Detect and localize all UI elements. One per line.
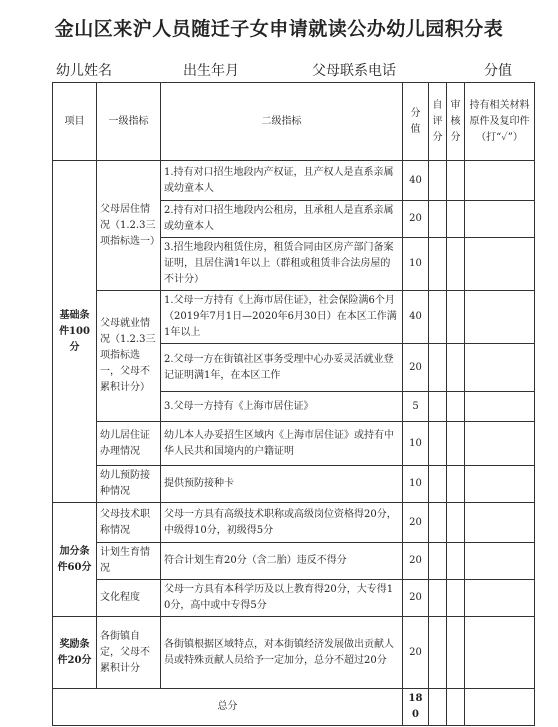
self-score-cell[interactable]	[429, 161, 447, 201]
header-item: 项目	[53, 83, 97, 161]
level1-indicator: 计划生育情况	[97, 543, 161, 580]
header-level1: 一级指标	[97, 83, 161, 161]
self-score-cell[interactable]	[429, 543, 447, 580]
material-check-cell[interactable]	[465, 466, 535, 503]
header-review-score: 审核分	[447, 83, 465, 161]
level2-indicator: 幼儿本人办妥招生区域内《上海市居住证》或持有中华人民共和国境内的户籍证明	[161, 422, 403, 466]
item-score: 40	[403, 161, 429, 201]
review-score-cell[interactable]	[447, 503, 465, 543]
self-score-cell[interactable]	[429, 503, 447, 543]
total-label: 总分	[53, 689, 403, 726]
item-score: 10	[403, 238, 429, 291]
self-score-cell[interactable]	[429, 580, 447, 617]
level2-indicator: 各街镇根据区域特点，对本街镇经济发展做出贡献人员或特殊贡献人员给予一定加分，总分不超过20分	[161, 617, 403, 689]
level2-indicator: 1.父母一方持有《上海市居住证》，社会保险满6个月（2019年7月1日—2020年6月30日）在本区工作满1年以上	[161, 291, 403, 344]
level2-indicator: 1.持有对口招生地段内产权证，且产权人是直系亲属或幼童本人	[161, 161, 403, 201]
level2-indicator: 符合计划生育20分（含二胎）违反不得分	[161, 543, 403, 580]
self-score-cell[interactable]	[429, 466, 447, 503]
material-check-cell[interactable]	[465, 580, 535, 617]
material-check-cell[interactable]	[465, 238, 535, 291]
level2-indicator: 3.父母一方持有《上海市居住证》	[161, 392, 403, 422]
review-score-cell[interactable]	[447, 580, 465, 617]
level1-indicator: 各街镇自定，父母不累积计分	[97, 617, 161, 689]
material-check-cell[interactable]	[465, 291, 535, 344]
item-score: 20	[403, 344, 429, 392]
self-score-cell[interactable]	[429, 617, 447, 689]
material-check-cell[interactable]	[465, 201, 535, 238]
table-row	[53, 503, 535, 543]
header-score: 分值	[403, 83, 429, 161]
review-score-cell[interactable]	[447, 161, 465, 201]
page-title: 金山区来沪人员随迁子女申请就读公办幼儿园积分表	[54, 18, 504, 40]
self-score-cell[interactable]	[429, 392, 447, 422]
level2-indicator: 2.父母一方在街镇社区事务受理中心办妥灵活就业登记证明满1年，在本区工作	[161, 344, 403, 392]
child-name-label: 幼儿姓名	[56, 63, 112, 79]
self-score-cell[interactable]	[429, 344, 447, 392]
review-score-cell[interactable]	[447, 466, 465, 503]
table-row	[53, 543, 535, 580]
review-score-cell[interactable]	[447, 392, 465, 422]
score-table	[52, 82, 535, 726]
item-score: 20	[403, 617, 429, 689]
review-score-cell[interactable]	[447, 344, 465, 392]
item-score: 20	[403, 580, 429, 617]
review-score-cell[interactable]	[447, 201, 465, 238]
self-score-cell[interactable]	[429, 291, 447, 344]
material-check-cell[interactable]	[465, 161, 535, 201]
material-check-cell[interactable]	[465, 344, 535, 392]
header-level2: 二级指标	[161, 83, 403, 161]
total-review-score[interactable]	[447, 689, 465, 726]
item-score: 20	[403, 543, 429, 580]
section-name: 基础条件100分	[53, 161, 97, 503]
review-score-cell[interactable]	[447, 543, 465, 580]
total-score: 180	[403, 689, 429, 726]
table-row	[53, 161, 535, 201]
total-material[interactable]	[465, 689, 535, 726]
level1-indicator: 父母技术职称情况	[97, 503, 161, 543]
level1-indicator: 父母居住情况（1.2.3三项指标选一）	[97, 161, 161, 291]
review-score-cell[interactable]	[447, 422, 465, 466]
material-check-cell[interactable]	[465, 543, 535, 580]
item-score: 40	[403, 291, 429, 344]
material-check-cell[interactable]	[465, 392, 535, 422]
item-score: 10	[403, 466, 429, 503]
header-material: 持有相关材料原件及复印件（打“✓”）	[465, 83, 535, 161]
material-check-cell[interactable]	[465, 617, 535, 689]
material-check-cell[interactable]	[465, 422, 535, 466]
table-row	[53, 580, 535, 617]
score-label: 分值	[484, 63, 512, 79]
item-score: 10	[403, 422, 429, 466]
review-score-cell[interactable]	[447, 238, 465, 291]
total-self-score[interactable]	[429, 689, 447, 726]
material-check-cell[interactable]	[465, 503, 535, 543]
table-row	[53, 422, 535, 466]
level1-indicator: 幼儿居住证办理情况	[97, 422, 161, 466]
self-score-cell[interactable]	[429, 422, 447, 466]
level2-indicator: 提供预防接种卡	[161, 466, 403, 503]
item-score: 20	[403, 503, 429, 543]
level1-indicator: 父母就业情况（1.2.3三项指标选一，父母不累积计分）	[97, 291, 161, 422]
review-score-cell[interactable]	[447, 291, 465, 344]
level2-indicator: 3.招生地段内租赁住房，租赁合同由区房产部门备案证明，且居住满1年以上（群租或租赁非合法房屋的不计分）	[161, 238, 403, 291]
level2-indicator: 2.持有对口招生地段内公租房，且承租人是直系亲属或幼童本人	[161, 201, 403, 238]
header-self-score: 自评分	[429, 83, 447, 161]
level1-indicator: 幼儿预防接种情况	[97, 466, 161, 503]
level2-indicator: 父母一方具有高级技术职称或高级岗位资格得20分，中级得10分，初级得5分	[161, 503, 403, 543]
table-row	[53, 291, 535, 344]
review-score-cell[interactable]	[447, 617, 465, 689]
self-score-cell[interactable]	[429, 201, 447, 238]
section-name: 奖励条件20分	[53, 617, 97, 689]
table-row	[53, 617, 535, 689]
birth-date-label: 出生年月	[183, 63, 239, 79]
section-name: 加分条件60分	[53, 503, 97, 617]
item-score: 20	[403, 201, 429, 238]
item-score: 5	[403, 392, 429, 422]
level2-indicator: 父母一方具有本科学历及以上教育得20分，大专得10分，高中或中专得5分	[161, 580, 403, 617]
level1-indicator: 文化程度	[97, 580, 161, 617]
parent-phone-label: 父母联系电话	[312, 63, 396, 79]
self-score-cell[interactable]	[429, 238, 447, 291]
table-row	[53, 466, 535, 503]
